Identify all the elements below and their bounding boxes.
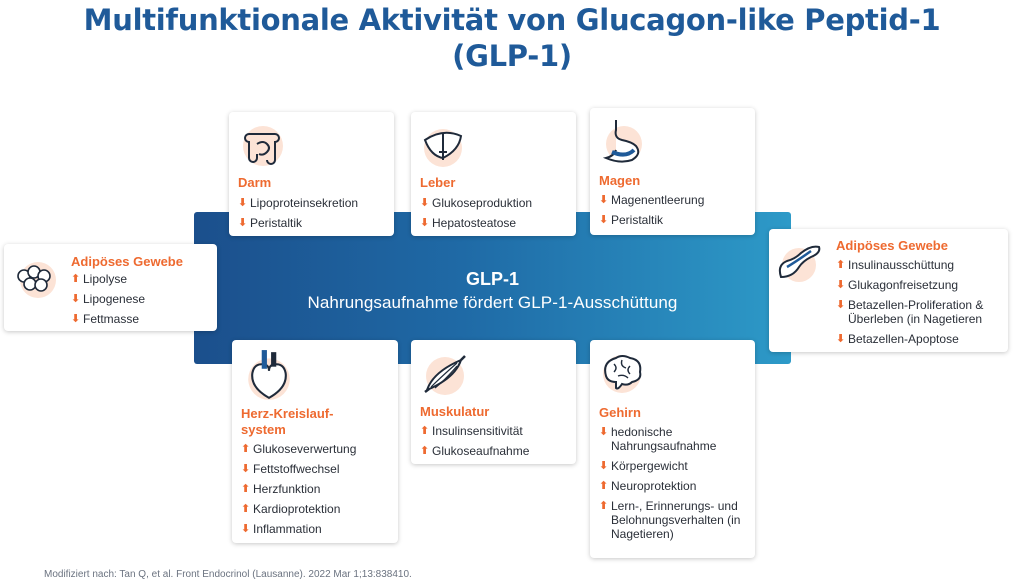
effect-item: ⬇ Hepatosteatose: [420, 216, 517, 230]
card-heading: Darm: [238, 175, 272, 190]
arrow-icon: ⬆: [599, 500, 609, 512]
effect-list: [238, 196, 358, 236]
effect-item: ⬇ Glukagonfreisetzung: [836, 278, 959, 292]
arrow-icon: ⬇: [71, 313, 81, 325]
effect-item: ⬆ Insulinsensitivität: [420, 424, 523, 438]
card-heading: Adipöses Gewebe: [71, 254, 183, 269]
effect-item: ⬇ Peristaltik: [599, 213, 664, 227]
effect-list: [420, 196, 532, 236]
arrow-icon: ⬇: [599, 426, 609, 438]
effect-list: [599, 193, 704, 233]
card-magen: [590, 108, 755, 235]
effect-list: [599, 425, 749, 547]
effect-item: ⬇ Fettstoffwechsel: [241, 462, 340, 476]
arrow-icon: ⬇: [599, 194, 609, 206]
card-pancreas: [769, 229, 1008, 352]
source-footnote: Modifiziert nach: Tan Q, et al. Front Endocrinol (Lausanne). 2022 Mar 1;13:838410.: [44, 569, 412, 580]
stomach-icon: [598, 116, 646, 164]
effect-item: ⬆ Herzfunktion: [241, 482, 321, 496]
effect-item: ⬇ Körpergewicht: [599, 459, 688, 473]
card-darm: [229, 112, 394, 236]
effect-item: ⬆ Insulinausschüttung: [836, 258, 955, 272]
arrow-icon: ⬇: [836, 333, 846, 345]
card-adipose-tissue: [4, 244, 217, 331]
effect-item: ⬆ Lern-, Erinnerungs- und Belohnungsverhalten (in Nagetieren): [599, 499, 741, 541]
card-heading: Gehirn: [599, 405, 641, 420]
arrow-icon: ⬇: [71, 293, 81, 305]
arrow-icon: ⬆: [241, 503, 251, 515]
effect-list: [836, 258, 1002, 352]
effect-list: [420, 424, 529, 464]
card-heading: Muskulatur: [420, 404, 490, 419]
effect-item: ⬇ Peristaltik: [238, 216, 303, 230]
card-heading: Magen: [599, 173, 641, 188]
arrow-icon: ⬇: [238, 217, 248, 229]
arrow-icon: ⬇: [420, 217, 430, 229]
effect-item: ⬆ Glukoseverwertung: [241, 442, 357, 456]
card-heading: Adipöses Gewebe: [836, 238, 948, 253]
arrow-icon: ⬆: [836, 259, 846, 271]
effect-item: ⬇ Glukoseproduktion: [420, 196, 533, 210]
effect-item: ⬇ hedonische Nahrungsaufnahme: [599, 425, 717, 453]
card-heading: [241, 406, 333, 438]
effect-item: ⬇ Inflammation: [241, 522, 322, 536]
heart-icon: [244, 348, 294, 402]
effect-list: [71, 272, 145, 332]
arrow-icon: ⬇: [836, 279, 846, 291]
arrow-icon: ⬇: [241, 463, 251, 475]
glp1-center-text: [194, 268, 791, 314]
arrow-icon: ⬆: [71, 273, 81, 285]
arrow-icon: ⬆: [420, 425, 430, 437]
card-gehirn: [590, 340, 755, 558]
effect-item: ⬇ Betazellen-Proliferation & Überleben (in Nagetieren: [836, 298, 984, 326]
title-line-2: (GLP-1): [452, 39, 572, 73]
arrow-icon: ⬇: [599, 214, 609, 226]
effect-item: ⬇ Fettmasse: [71, 312, 140, 326]
arrow-icon: ⬇: [599, 460, 609, 472]
card-muskulatur: [411, 340, 576, 464]
effect-item: ⬇ Lipoproteinsekretion: [238, 196, 359, 210]
arrow-icon: ⬇: [241, 523, 251, 535]
heading-line-1: Herz-Kreislauf-: [241, 406, 334, 421]
effect-item: ⬆ Glukoseaufnahme: [420, 444, 530, 458]
effect-list: [241, 442, 356, 542]
card-heading: Leber: [420, 175, 456, 190]
page-title: [0, 2, 1024, 74]
brain-icon: [598, 348, 646, 396]
card-herz-kreislaufsystem: [232, 340, 398, 543]
arrow-icon: ⬆: [241, 443, 251, 455]
arrow-icon: ⬇: [238, 197, 248, 209]
effect-item: ⬇ Betazellen-Apoptose: [836, 332, 959, 346]
glp1-title: GLP-1: [465, 269, 519, 289]
effect-item: ⬇ Magenentleerung: [599, 193, 705, 207]
effect-item: ⬆ Neuroprotektion: [599, 479, 697, 493]
adipose-tissue-icon: [12, 256, 60, 304]
arrow-icon: ⬇: [420, 197, 430, 209]
title-line-1: Multifunktionale Aktivität von Glucagon-like Peptid-1: [83, 3, 941, 37]
card-leber: [411, 112, 576, 236]
liver-icon: [419, 122, 467, 170]
glp1-subtitle: Nahrungsaufnahme fördert GLP-1-Ausschüttung: [307, 293, 678, 312]
effect-item: ⬆ Kardioprotektion: [241, 502, 341, 516]
arrow-icon: ⬆: [599, 480, 609, 492]
pancreas-icon: [775, 237, 823, 285]
arrow-icon: ⬇: [836, 299, 846, 311]
arrow-icon: ⬆: [241, 483, 251, 495]
arrow-icon: ⬆: [420, 445, 430, 457]
muscle-icon: [421, 350, 469, 398]
intestine-icon: [239, 122, 287, 170]
effect-item: ⬆ Lipolyse: [71, 272, 128, 286]
heading-line-2: system: [241, 422, 286, 437]
effect-item: ⬇ Lipogenese: [71, 292, 146, 306]
